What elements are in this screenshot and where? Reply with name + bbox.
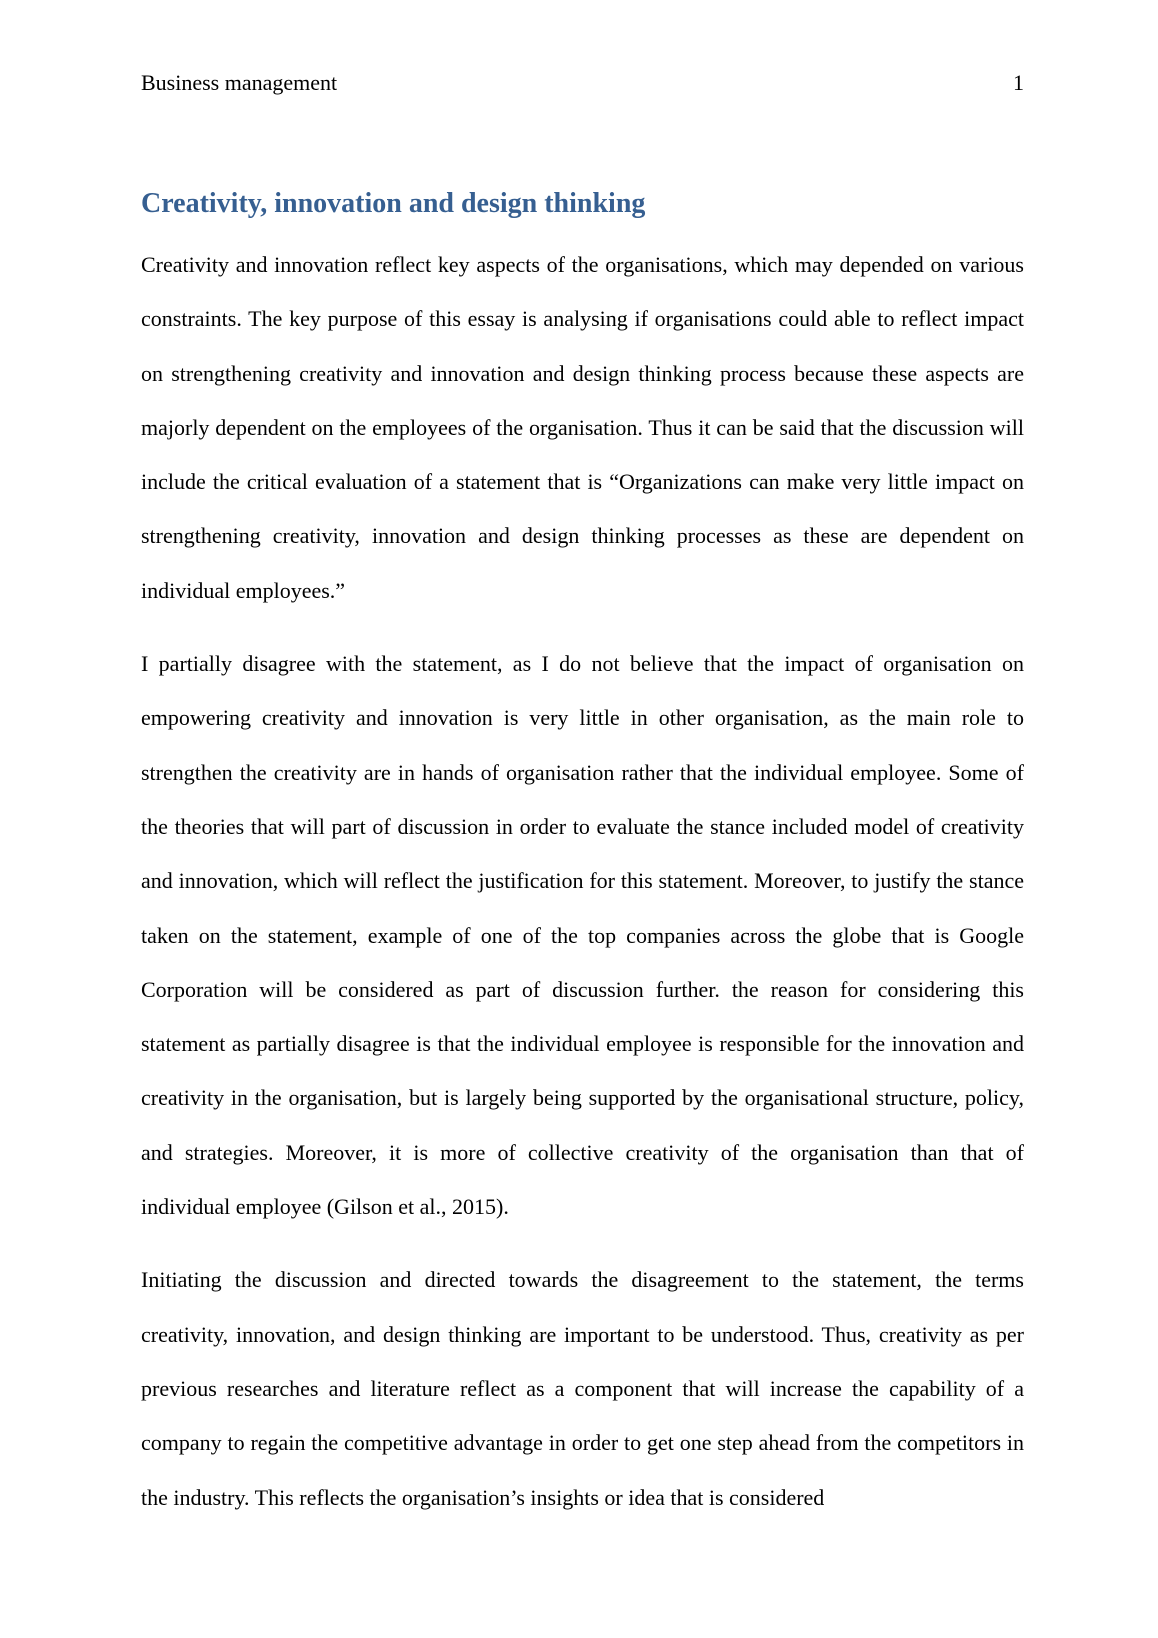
running-header-title: Business management <box>141 70 338 95</box>
section-heading: Creativity, innovation and design thinking <box>141 188 646 219</box>
page-number: 1 <box>1013 70 1024 95</box>
page-header <box>141 68 1024 98</box>
paragraph-introduction: Creativity and innovation reflect key aspects of the organisations, which may depended on various constraints. The key purpose of this essay is analysing if organisations could able to reflect impact on strengthening creativity and innovation and design thinking process because these aspects are majorly dependent on the employees of the organisation. Thus it can be said that the discussion will include the critical evaluation of a statement that is “Organizations can make very little impact on strengthening creativity, innovation and design thinking processes as these are dependent on individual employees.” <box>141 252 1024 603</box>
paragraph-stance: I partially disagree with the statement, as I do not believe that the impact of organisation on empowering creativity and innovation is very little in other organisation, as the main role to strengthen the creativity are in hands of organisation rather that the individual employee. Some of the theories that will part of discussion in order to evaluate the stance included model of creativity and innovation, which will reflect the justification for this statement. Moreover, to justify the stance taken on the statement, example of one of the top companies across the globe that is Google Corporation will be considered as part of discussion further. the reason for considering this statement as partially disagree is that the individual employee is responsible for the innovation and creativity in the organisation, but is largely being supported by the organisational structure, policy, and strategies. Moreover, it is more of collective creativity of the organisation than that of individual employee (Gilson et al., 2015). <box>141 651 1024 1220</box>
document-body <box>141 183 1024 1544</box>
paragraph-definitions: Initiating the discussion and directed towards the disagreement to the statement, the terms creativity, innovation, and design thinking are important to be understood. Thus, creativity as per previous researches and literature reflect as a component that will increase the capability of a company to regain the competitive advantage in order to get one step ahead from the competitors in the industry. This reflects the organisation’s insights or idea that is considered <box>141 1267 1024 1510</box>
